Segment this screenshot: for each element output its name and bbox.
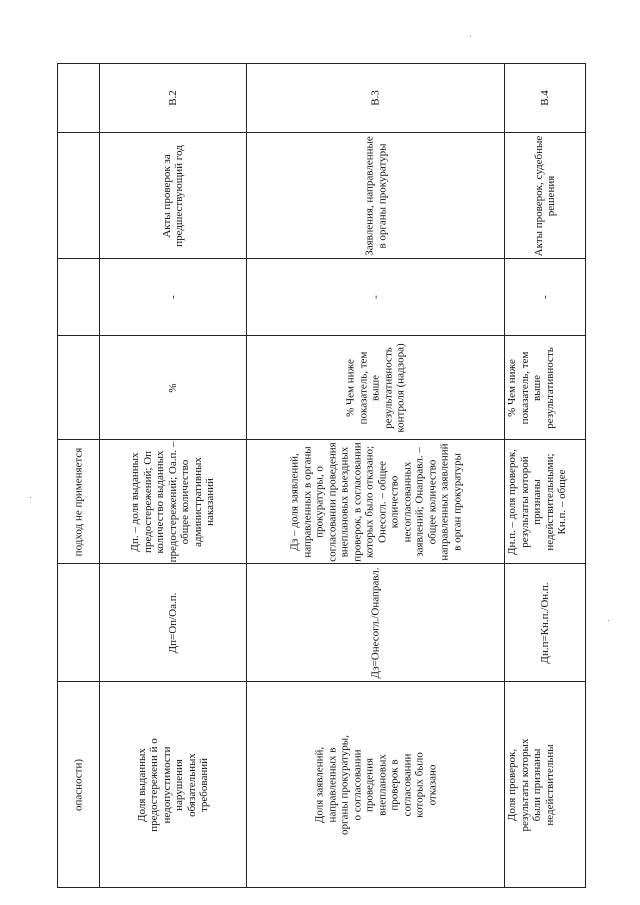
row-b3-source-cell [247, 133, 504, 258]
row-b4-description-cell [505, 440, 585, 563]
row-b2-name-cell [100, 682, 246, 887]
row-b3-unit-cell [247, 336, 504, 439]
row-code-cell [505, 64, 585, 132]
row-b4-name-cell [505, 682, 585, 887]
row-b2-unit-cell [100, 336, 246, 439]
row-b4-target-cell [505, 259, 585, 335]
row-b2-formula: Дп=Оп/Оа.п. [166, 592, 179, 653]
row-b4-formula-cell [505, 564, 585, 681]
row-b3-description-cell [247, 440, 504, 563]
row-b2-formula-cell [100, 564, 246, 681]
scan-speck [608, 620, 609, 621]
row-b4-name: Доля проверок, результаты которых были признаны недействительны [506, 738, 556, 831]
scan-speck [30, 497, 31, 498]
row-b2-target: - [166, 295, 179, 299]
row-b4-source-cell [505, 133, 585, 258]
row-b3-target-cell [247, 259, 504, 335]
header-cell-podkhod [58, 440, 99, 563]
row-b2-target-cell [100, 259, 246, 335]
row-b2-description: Дп. – доля выданных предостережений; Оп количество выданных предостережений; Оа.п. – общее количество административных наказаний [129, 441, 217, 562]
table-border-bottom [57, 887, 586, 888]
row-b2-description-cell [100, 440, 246, 563]
row-b4-unit: % Чем ниже показатель, тем выше результативность [506, 346, 556, 429]
row-b2-name: Доля выданных предостережени й о недопустимости нарушения обязательных требований [135, 737, 210, 832]
row-b3-description: Дз – доля заявлений, направленных в органы прокуратуры, о согласовании проведения внеплановых выездных проверок, в согласовании которых было отказано; Онесогл. – общее количество несогласованных заявлений; Онаправл. – общее количество направленных заявлений в орган прокуратуры [288, 441, 463, 562]
row-b3-name-cell [247, 682, 504, 887]
row-b3-formula-cell [247, 564, 504, 681]
row-b3-unit: % Чем ниже показатель, тем выше результативность контроля (надзора) [344, 342, 407, 433]
row-code-cell [247, 64, 504, 132]
scan-speck [470, 36, 471, 37]
row-b2-source: Акты проверок за предшествующий год [160, 144, 185, 247]
row-b4-formula: Дн.п=Кн.п./Он.п. [538, 581, 551, 664]
header-podkhod-text: подход не применяется [72, 447, 85, 556]
table-border-right [585, 63, 586, 888]
row-code-cell [100, 64, 246, 132]
row-b2-unit: % [166, 382, 179, 393]
row-code: В.4 [538, 90, 551, 106]
row-b3-source: Заявления, направленные в органы прокуратуры [363, 135, 388, 256]
row-b4-description: Дн.п. – доля проверок, результаты которой признаны недействительными; Кн.п. – общее [506, 448, 568, 555]
header-cell-opasnosti [58, 682, 99, 887]
row-code: В.2 [166, 90, 179, 106]
row-code: В.3 [369, 90, 382, 106]
row-b3-target: - [369, 295, 382, 299]
header-opasnosti-text: опасности) [72, 758, 85, 811]
row-b4-unit-cell [505, 336, 585, 439]
row-b3-formula: Дз=Онесогл./Онаправл. [369, 566, 382, 679]
row-b3-name: Доля заявлений, направленных в органы прокуратуры, о согласовании проведения внеплановых проверок в согласовании которых было отказано [313, 734, 438, 835]
row-b4-target: - [538, 295, 551, 299]
row-b2-source-cell [100, 133, 246, 258]
row-b4-source: Акты проверок, судебные решения [532, 135, 557, 256]
